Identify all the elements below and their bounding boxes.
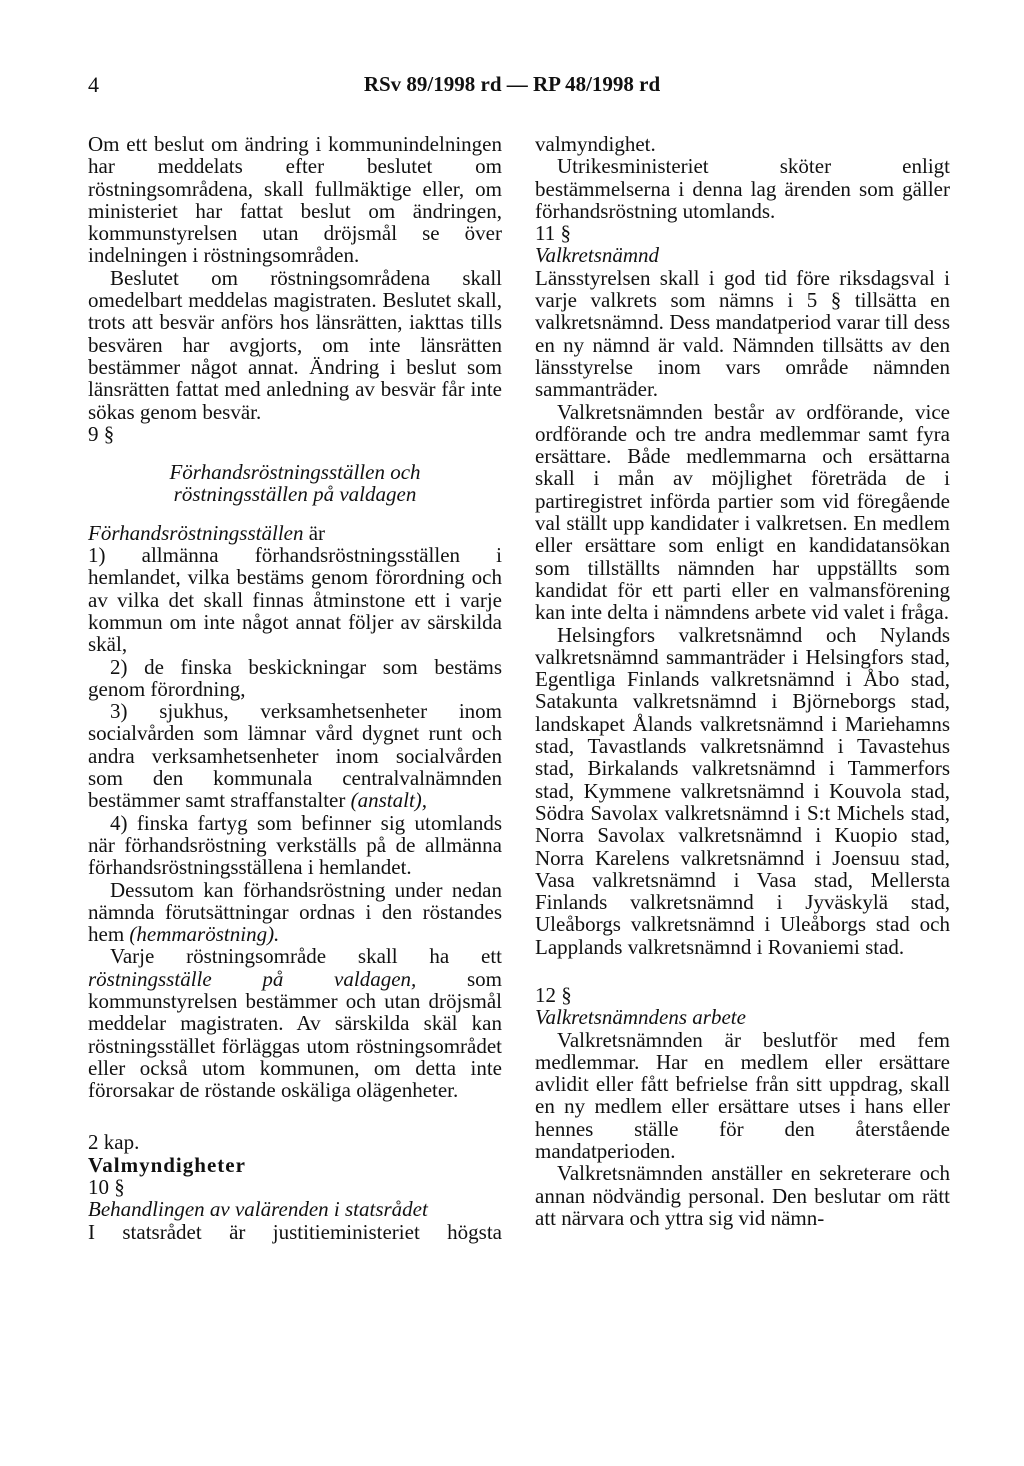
text: Dessutom kan förhandsröstning under nedan nämnda förutsättningar ordnas i den röstandes hem — [88, 877, 502, 947]
paragraph: Valkretsnämnden anställer en sekreterare och annan nödvändig personal. Den beslutar om rätt att närvara och yttra sig vid nämn- — [535, 1161, 950, 1230]
page-number: 4 — [88, 72, 99, 97]
section-title — [88, 461, 502, 506]
text: 3) sjukhus, verksamhetsenheter inom socialvården som lämnar vård dygnet runt och andra verksamhetsenheter inom socialvården som den kommunala centralvalnämnden bestämmer samt straffanstalter — [88, 699, 502, 813]
paragraph: Länsstyrelsen skall i god tid före riksdagsval i varje valkrets som nämns i 5 § tillsätta en valkretsnämnd. Dess mandatperiod varar till dess en ny nämnd är vald. Nämnden tillsätts av den länsstyrelse inom vars område nämnden sammanträder. — [535, 265, 950, 402]
emphasis: röstningsställe på valdagen, — [88, 966, 417, 991]
left-column — [88, 133, 502, 1243]
section-title-line: Förhandsröstningsställen och — [169, 460, 421, 485]
emphasis: Förhandsröstningsställen — [88, 520, 304, 545]
chapter-title: Valmyndigheter — [88, 1152, 246, 1177]
text: Varje röstningsområde skall ha ett — [110, 944, 502, 969]
emphasis: (hemmaröstning). — [129, 922, 280, 947]
paragraph: Valkretsnämnden består av ordförande, vice ordförande och tre andra medlemmar samt fyra ersättare. Både medlemmarna och ersättarna skall i mån av möjlighet företräda de i partiregistret införda partier som vid föregående val ställt upp kandidater i valkretsen. En medlem eller ersättare som enligt en kandidatansökan som tillställts nämnden har uppställts som kandidat för ett parti eller en valmansförening kan inte delta i nämndens arbete vid valet i fråga. — [535, 399, 950, 625]
text: är — [303, 520, 326, 545]
paragraph: valmyndighet. — [535, 132, 656, 156]
paragraph: Valkretsnämnden är beslutför med fem medlemmar. Har en medlem eller ersättare avlidit eller fått befrielse från sitt uppdrag, skall en ny medlem eller ersättare utses i hans eller hennes ställe för den återstående mandatperioden. — [535, 1027, 950, 1164]
section-title: Valkretsnämndens arbete — [535, 1005, 746, 1030]
paragraph — [88, 879, 502, 946]
section-number: 12 § — [535, 982, 572, 1007]
section-title-line: röstningsställen på valdagen — [173, 482, 417, 507]
page-header — [0, 72, 1024, 102]
section-number: 11 § — [535, 221, 571, 246]
section-title: Valkretsnämnd — [535, 243, 660, 268]
list-item: 1) allmänna förhandsröstningsställen i hemlandet, vilka bestäms genom förordning och av vilka det skall finnas åtminstone ett i varje kommun om inte något annat följer av särskilda skäl, — [88, 543, 502, 657]
emphasis: (anstalt), — [350, 788, 428, 813]
chapter-number: 2 kap. — [88, 1130, 140, 1155]
text: som kommunstyrelsen bestämmer och utan dröjsmål meddelar magistraten. Av särskilda skäl kan röstningsstället förläggas utom röstningsområdet eller också utom kommunen, om detta inte förorsakar de röstande oskäliga olägenheter. — [88, 966, 502, 1103]
paragraph — [88, 945, 502, 1101]
list-item: 4) finska fartyg som befinner sig utomlands när förhandsröstning verkställs på de allmänna förhandsröstningsställena i hemlandet. — [88, 810, 502, 880]
section-number: 10 § — [88, 1175, 125, 1200]
section-title: Behandlingen av valärenden i statsrådet — [88, 1197, 428, 1222]
paragraph: I statsrådet är justitieministeriet högsta — [88, 1219, 502, 1244]
running-title: RSv 89/1998 rd — RP 48/1998 rd — [363, 72, 661, 96]
paragraph — [88, 522, 502, 544]
section-number: 9 § — [88, 421, 115, 446]
paragraph: Helsingfors valkretsnämnd och Nylands valkretsnämnd sammanträder i Helsingfors stad, Egentliga Finlands valkretsnämnd i Åbo stad, Satakunta valkretsnämnd i Björneborgs stad, landskapet Ålands valkretsnämnd i Mariehamns stad, Tavastlands valkretsnämnd i Tavastehus stad, Birkalands valkretsnämnd i Tammerfors stad, Kymmene valkretsnämnd i Kouvola stad, Södra Savolax valkretsnämnd i S:t Michels stad, Norra Savolax valkretsnämnd i Kuopio stad, Norra Karelens valkretsnämnd i Joensuu stad, Vasa valkretsnämnd i Vasa stad, Mellersta Finlands valkretsnämnd i Jyväskylä stad, Uleåborgs valkretsnämnd i Uleåborgs stad och Lapplands valkretsnämnd i Rovaniemi stad. — [535, 622, 950, 959]
list-item: 2) de finska beskickningar som bestäms genom förordning, — [88, 654, 502, 701]
paragraph: Beslutet om röstningsområdena skall omedelbart meddelas magistraten. Beslutet skall, trots att besvär anförs hos länsrätten, iakttas tills besvären har avgjorts, om inte länsrätten bestämmer något annat. Ändring i beslut som länsrätten fattat med anledning av besvär får inte sökas genom besvär. — [88, 265, 502, 424]
paragraph: Utrikesministeriet sköter enligt bestämmelserna i denna lag ärenden som gäller förhandsröstning utomlands. — [535, 154, 950, 223]
list-item — [88, 700, 502, 811]
paragraph: Om ett beslut om ändring i kommunindelningen har meddelats efter beslutet om röstningsområdena, skall fullmäktige eller, om ministeriet har fattat beslut om ändringen, kommunstyrelsen utan dröjsmål se över indelningen i röstningsområden. — [88, 132, 502, 268]
right-column — [535, 133, 950, 1229]
